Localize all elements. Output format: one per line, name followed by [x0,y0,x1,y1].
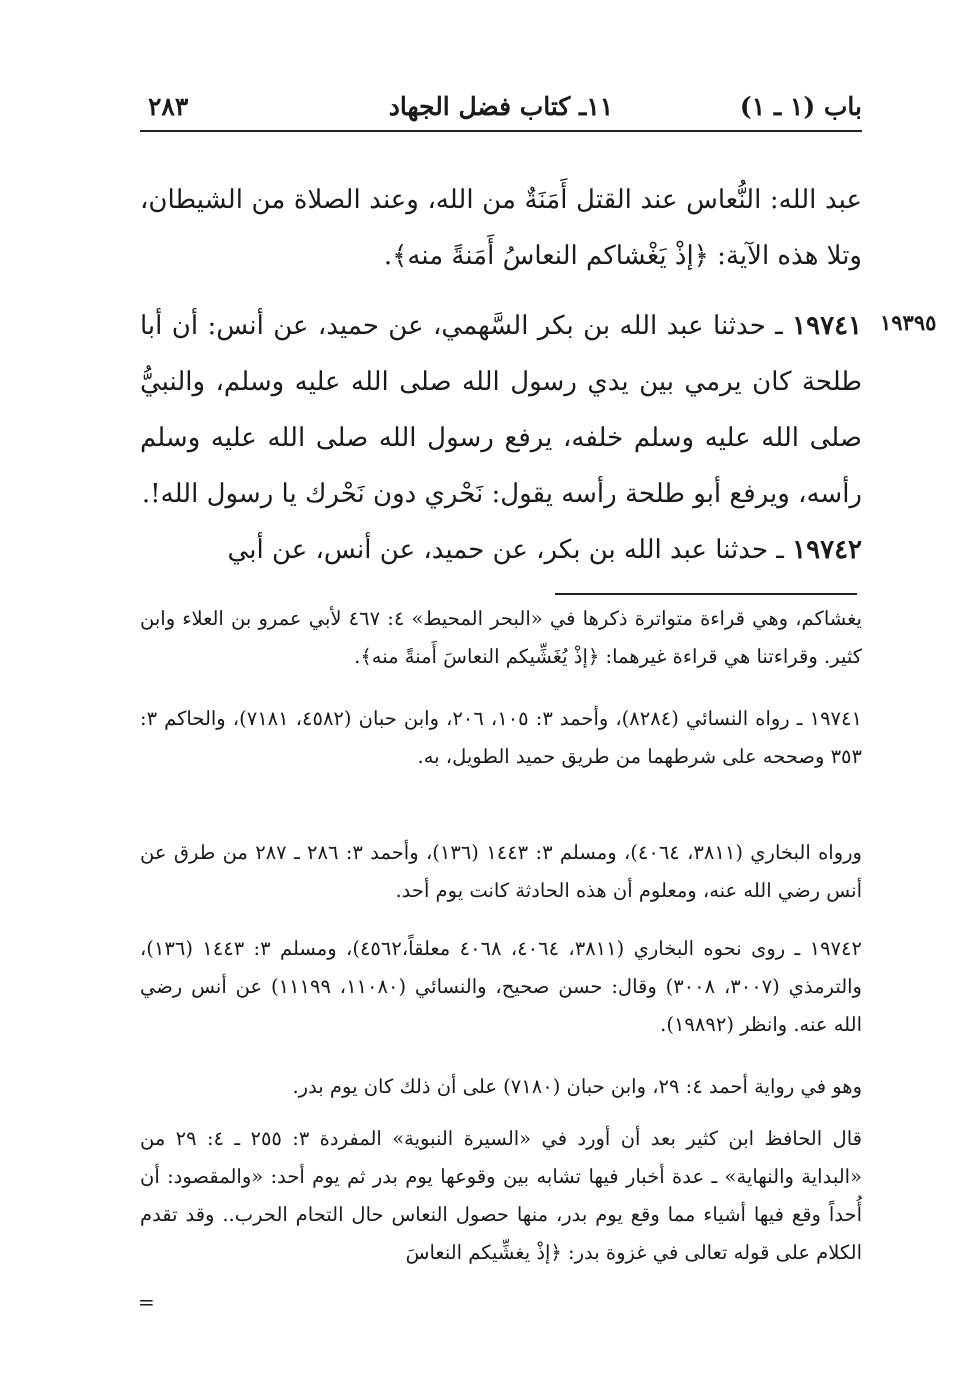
footnote-4: ١٩٧٤٢ ـ روى نحوه البخاري (٣٨١١، ٤٠٦٤، ٤٠٦٨ معلقاً،٤٥٦٢)، ومسلم ٣: ١٤٤٣ (١٣٦)، والترمذي (٣٠٠٧، ٣٠٠٨) وقال: حسن صحيح، والنسائي (١١٠٨٠، ١١١٩٩) عن أنس رضي الله عنه. وانظر (١٩٨٩٢). [140,937,862,1036]
footnote-3: ورواه البخاري (٣٨١١، ٤٠٦٤)، ومسلم ٣: ١٤٤٣ (١٣٦)، وأحمد ٣: ٢٨٦ ـ ٢٨٧ من طرق عن أنس رضي الله عنه، ومعلوم أن هذه الحادثة كانت يوم أحد. [140,841,862,902]
hadith-number: ١٩٧٤١ [792,311,862,341]
hadith-number: ١٩٧٤٢ [792,535,862,565]
main-paragraph-1: عبد الله: النُّعاس عند القتل أَمَنَةٌ من الله، وعند الصلاة من الشيطان، وتلا هذه الآية: ﴿إذْ يَغْشاكم النعاسُ أَمَنةً منه﴾. [140,185,862,271]
footnote-2: ١٩٧٤١ ـ رواه النسائي (٨٢٨٤)، وأحمد ٣: ١٠٥، ٢٠٦، وابن حبان (٤٥٨٢، ٧١٨١)، والحاكم ٣: ٣٥٣ وصححه على شرطهما من طريق حميد الطويل، به. [140,707,862,768]
hadith-text: ـ حدثنا عبد الله بن بكر السَّهمي، عن حميد، عن أنس: أن أبا طلحة كان يرمي بين يدي رسول الله صلى الله عليه وسلم، والنبيُّ صلى الله عليه وسلم خلفه، يرفع رسول الله صلى الله عليه وسلم رأسه، ويرفع أبو طلحة رأسه يقول: نَحْري دون نَحْرك يا رسول الله!. [140,311,862,509]
footnote-6: قال الحافظ ابن كثير بعد أن أورد في «السيرة النبوية» المفردة ٣: ٢٥٥ ـ ٤: ٢٩ من «البداية والنهاية» ـ عدة أخبار فيها تشابه بين وقوعها يوم بدر ثم يوم أحد: «والمقصود: أن أُحداً وقع فيها أشياء مما وقع يوم بدر، منها حصول النعاس حال التحام الحرب.. وقد تقدم الكلام على قوله تعالى في غزوة بدر: ﴿إذْ يغشِّيكم النعاسَ [140,1127,862,1264]
footnote-5: وهو في رواية أحمد ٤: ٢٩، وابن حبان (٧١٨٠) على أن ذلك كان يوم بدر. [292,1075,862,1098]
marginal-number: ١٩٣٩٥ [880,310,937,335]
book-title: ١١ـ كتاب فضل الجهاد [388,92,614,121]
continuation-mark: = [138,1290,155,1314]
footnote-divider [555,593,857,595]
hadith-text: ـ حدثنا عبد الله بن بكر، عن حميد، عن أنس، عن أبي [227,535,793,565]
hadith-19741 [140,298,862,522]
page-number: ٢٨٣ [148,92,189,121]
footnote-1: يغشاكم، وهي قراءة متواترة ذكرها في «البحر المحيط» ٤: ٤٦٧ لأبي عمرو بن العلاء وابن كثير. وقراءتنا هي قراءة غيرهما: ﴿إذْ يُغَشِّيكم النعاسَ أَمنةً منه﴾. [140,607,862,668]
page-header [140,88,862,132]
chapter-label: باب (١ ـ ١) [739,92,862,121]
hadith-19742 [140,522,862,578]
